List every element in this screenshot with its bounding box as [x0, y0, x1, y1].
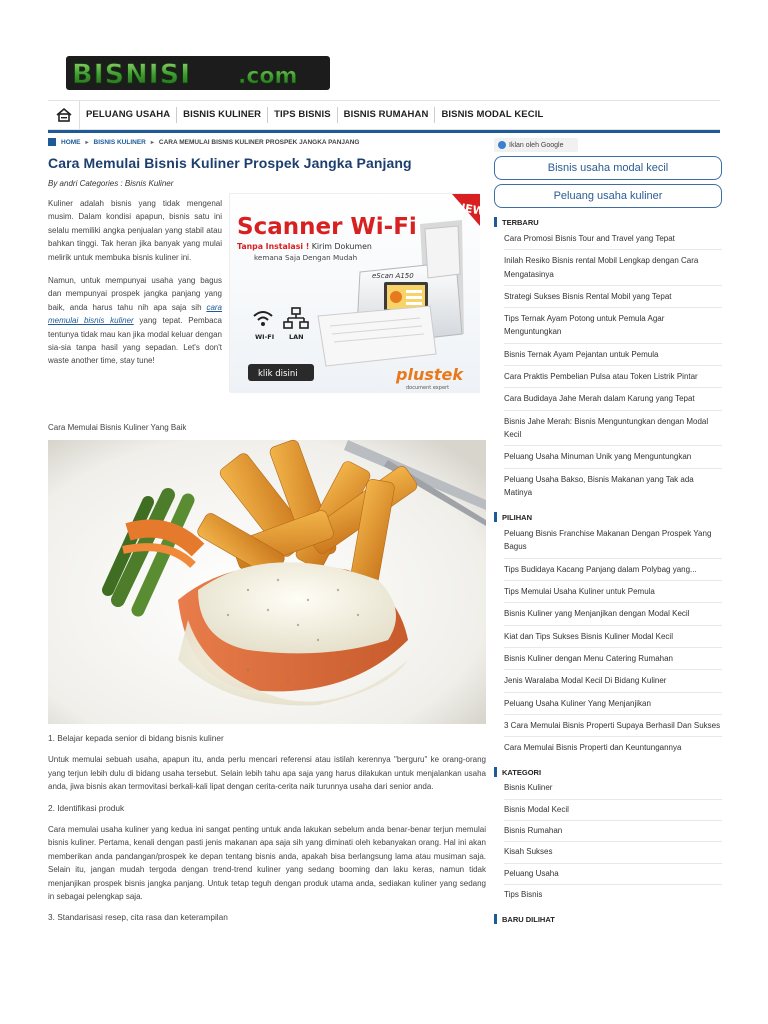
sidebar-link-kategori[interactable]: Peluang Usaha — [504, 864, 722, 885]
sidebar-link-pilihan[interactable]: Kiat dan Tips Sukses Bisnis Kuliner Modal Kecil — [504, 626, 722, 648]
paragraph-text: yang tepat. Pembaca tentunya tidak mau kan jika modal keluar dengan sia-sia tanpa hasil yang sepadan. Let's don't waste another time, stay tune! — [48, 316, 222, 366]
sidebar-link-terbaru[interactable]: Cara Promosi Bisnis Tour and Travel yang Tepat — [504, 228, 722, 250]
sidebar-link-kategori[interactable]: Bisnis Kuliner — [504, 778, 722, 799]
ad-lan-label: LAN — [289, 333, 304, 341]
ad-new-badge: NEW — [454, 200, 486, 219]
ad-subtitle-line2: kemana Saja Dengan Mudah — [254, 253, 358, 262]
sidebar-link-terbaru[interactable]: Peluang Usaha Minuman Unik yang Menguntungkan — [504, 446, 722, 468]
section-title: KATEGORI — [502, 767, 542, 777]
google-ads-label[interactable] — [494, 138, 578, 152]
chevron-right-icon: ▸ — [85, 139, 89, 146]
sidebar-link-terbaru[interactable]: Peluang Usaha Bakso, Bisnis Makanan yang Tak ada Matinya — [504, 474, 694, 497]
info-icon — [498, 141, 506, 149]
ad-subtitle — [237, 242, 372, 251]
sidebar-link-pilihan[interactable]: Bisnis Kuliner dengan Menu Catering Rumahan — [504, 648, 722, 670]
food-photo — [48, 440, 486, 724]
inline-link[interactable]: cara memulai bisnis kuliner — [48, 302, 222, 326]
section-title: PILIHAN — [502, 512, 532, 522]
section-marker — [494, 217, 497, 227]
image-caption: Cara Memulai Bisnis Kuliner Yang Baik — [48, 423, 187, 432]
intro-paragraph-2 — [48, 274, 222, 368]
section-header-terbaru — [494, 216, 722, 228]
ad-brand-tag: document expert — [406, 385, 450, 391]
section-title: TERBARU — [502, 217, 539, 227]
main-nav — [48, 100, 720, 130]
ad-link-pill[interactable]: Peluang usaha kuliner — [494, 184, 722, 208]
article-title: Cara Memulai Bisnis Kuliner Prospek Jangka Panjang — [48, 155, 412, 171]
ad-model: eScan A150 — [372, 272, 414, 280]
article-intro — [48, 197, 222, 378]
section-marker — [494, 767, 497, 777]
nav-item-bisnis-modal-kecil[interactable]: BISNIS MODAL KECIL — [441, 109, 544, 120]
sidebar-link-terbaru[interactable]: Cara Praktis Pembelian Pulsa atau Token Listrik Pintar — [504, 366, 722, 388]
sidebar-link-terbaru[interactable]: Cara Budidaya Jahe Merah dalam Karung yang Tepat — [504, 388, 722, 410]
breadcrumb-home[interactable]: HOME — [61, 138, 81, 146]
section-header-pilihan — [494, 511, 722, 523]
ad-title: Scanner Wi-Fi — [237, 214, 417, 240]
article-byline: By andri Categories : Bisnis Kuliner — [48, 179, 174, 188]
nav-item-tips-bisnis[interactable]: TIPS BISNIS — [268, 107, 338, 123]
sidebar-link-kategori[interactable]: Kisah Sukses — [504, 842, 722, 863]
ad-subtitle-bold: Tanpa Instalasi ! — [237, 242, 310, 251]
section-title: BARU DILIHAT — [502, 914, 555, 924]
ad-link-pill[interactable]: Bisnis usaha modal kecil — [494, 156, 722, 180]
nav-item-peluang-usaha[interactable]: PELUANG USAHA — [80, 107, 177, 123]
nav-underline — [48, 130, 720, 133]
kategori-list — [494, 778, 722, 905]
svg-text:.com: .com — [238, 64, 298, 89]
ad-banner-scanner[interactable] — [229, 193, 486, 392]
section-heading: 1. Belajar kepada senior di bidang bisnis kuliner — [48, 733, 224, 743]
breadcrumb — [48, 138, 359, 146]
sidebar-link-pilihan[interactable]: Jenis Waralaba Modal Kecil Di Bidang Kuliner — [504, 670, 722, 692]
sidebar-link-pilihan[interactable]: Tips Memulai Usaha Kuliner untuk Pemula — [504, 581, 722, 603]
section-header-baru-dilihat — [494, 913, 722, 925]
sidebar-link-terbaru[interactable]: Tips Ternak Ayam Potong untuk Pemula Agar Menguntungkan — [504, 308, 722, 344]
breadcrumb-category[interactable]: BISNIS KULINER — [93, 138, 146, 146]
ad-wifi-label: WI-FI — [255, 333, 275, 341]
sidebar-link-terbaru[interactable]: Inilah Resiko Bisnis rental Mobil Lengkap dengan Cara Mengatasinya — [504, 250, 722, 286]
sidebar-link-kategori[interactable]: Tips Bisnis — [504, 889, 543, 899]
sidebar-link-pilihan[interactable]: Bisnis Kuliner yang Menjanjikan dengan Modal Kecil — [504, 603, 722, 625]
ad-cta: klik disini — [258, 369, 298, 379]
site-logo[interactable] — [66, 52, 330, 94]
sidebar-link-pilihan[interactable]: Peluang Usaha Kuliner Yang Menjanjikan — [504, 693, 722, 715]
paragraph-text: Namun, untuk mempunyai usaha yang bagus dan mempunyai prospek jangka panjang yang baik, anda harus tahu nih apa saja sih — [48, 276, 222, 312]
sidebar-link-kategori[interactable]: Bisnis Rumahan — [504, 821, 722, 842]
body-paragraph: Untuk memulai sebuah usaha, apapun itu, anda perlu mencari referensi atau istilah kerennya "berguru" ke orang-orang yang terjun lebih dulu di bidang usaha tersebut. Selain lebih tahu apa saja yang harus dilakukan untuk menjalankan usaha anda, jiwa bisnis akan termovitasi berkali-kali lipat dengan cerita-cerita naik turunnya usaha dari senior anda. — [48, 755, 486, 792]
ad-brand: plustek — [396, 365, 463, 384]
body-paragraph: Cara memulai usaha kuliner yang kedua ini sangat penting untuk anda lakukan sebelum anda benar-benar terjun memulai bisnis kuliner. Pertama, kenali dengan pasti jenis makanan apa saja sih yang diminati oleh kebanyakan orang. Hal ini akan memberikan anda pandangan/prospek ke depan tentang bisnis anda, apakah bisa berlangsung lama atau musiman saja. Selain itu, jangan mudah tergoda dengan trend-trend kuliner yang sedang booming dan laku keras, namun tidak menjanjikan prospek bisnis jangka panjang. Untuk tetap teguh dengan produk utama anda, sediakan kuliner yang sedang in sebagai pelengkap saja. — [48, 825, 486, 902]
section-heading: 2. Identifikasi produk — [48, 802, 125, 813]
sidebar-link-pilihan[interactable]: Peluang Bisnis Franchise Makanan Dengan Prospek Yang Bagus — [504, 523, 722, 559]
sidebar — [494, 138, 722, 925]
sidebar-link-pilihan[interactable]: 3 Cara Memulai Bisnis Properti Supaya Berhasil Dan Sukses — [504, 715, 722, 737]
section-marker — [494, 914, 497, 924]
breadcrumb-current: CARA MEMULAI BISNIS KULINER PROSPEK JANGKA PANJANG — [158, 138, 360, 146]
terbaru-list — [494, 228, 722, 503]
breadcrumb-marker — [48, 138, 56, 146]
svg-text:BISNISI: BISNISI — [72, 59, 192, 90]
sidebar-link-kategori[interactable]: Bisnis Modal Kecil — [504, 800, 722, 821]
chevron-right-icon: ▸ — [150, 139, 154, 146]
section-marker — [494, 512, 497, 522]
sidebar-link-pilihan[interactable]: Cara Memulai Bisnis Properti dan Keuntungannya — [504, 743, 682, 753]
section-header-kategori — [494, 766, 722, 778]
intro-paragraph: Kuliner adalah bisnis yang tidak mengenal musim. Dalam kondisi apapun, bisnis satu ini selalu memiliki angka penjualan yang stabil atau bahkan tinggi. Tak heran jika banyak yang mulai melirik untuk membuka bisnis kuliner ini. — [48, 199, 222, 262]
nav-item-bisnis-kuliner[interactable]: BISNIS KULINER — [177, 107, 268, 123]
home-icon[interactable] — [48, 101, 80, 129]
nav-item-bisnis-rumahan[interactable]: BISNIS RUMAHAN — [338, 107, 436, 123]
sidebar-link-terbaru[interactable]: Strategi Sukses Bisnis Rental Mobil yang Tepat — [504, 286, 722, 308]
sidebar-link-terbaru[interactable]: Bisnis Jahe Merah: Bisnis Menguntungkan dengan Modal Kecil — [504, 411, 722, 447]
pilihan-list — [494, 523, 722, 758]
google-ads-text: Iklan oleh Google — [509, 141, 564, 149]
article-body — [48, 732, 486, 933]
ad-subtitle-rest: Kirim Dokumen — [309, 242, 372, 251]
sidebar-link-terbaru[interactable]: Bisnis Ternak Ayam Pejantan untuk Pemula — [504, 344, 722, 366]
section-heading: 3. Standarisasi resep, cita rasa dan keterampilan — [48, 912, 228, 923]
sidebar-link-pilihan[interactable]: Tips Budidaya Kacang Panjang dalam Polybag yang... — [504, 559, 722, 581]
